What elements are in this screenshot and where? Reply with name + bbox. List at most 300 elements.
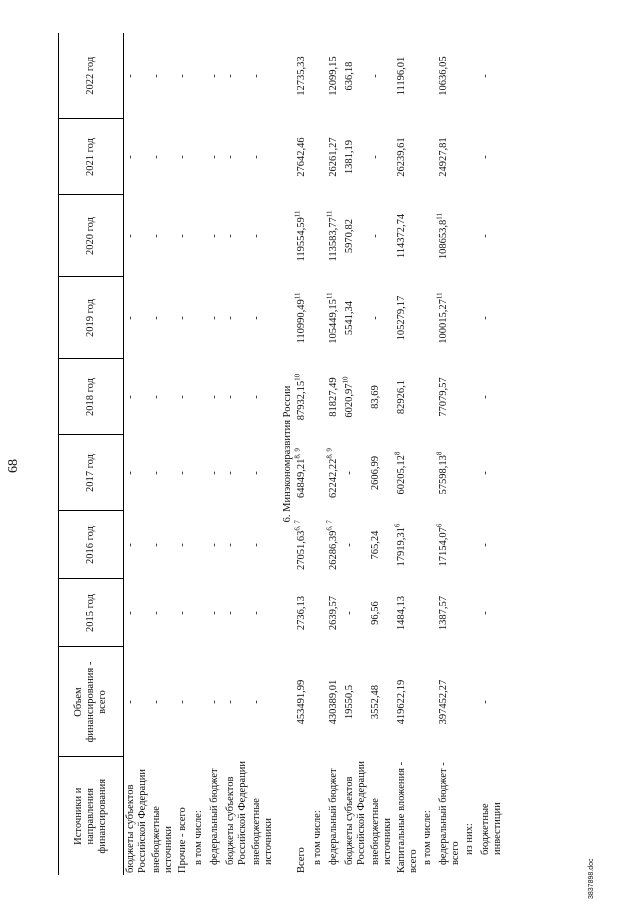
cell-value [124, 195, 151, 277]
cell-value [176, 33, 192, 119]
cell-value [208, 359, 224, 435]
cell-value [421, 195, 437, 277]
cell-value [311, 33, 327, 119]
value-text: - [480, 611, 491, 615]
cell-value [192, 647, 208, 757]
value-text: 96,56 [370, 601, 381, 625]
cell-value [250, 511, 276, 579]
value-text: 2639,57 [328, 595, 339, 631]
table-row [479, 33, 505, 875]
financing-table [58, 33, 505, 875]
cell-value [176, 579, 192, 647]
cell-value [295, 435, 311, 511]
cell-value [150, 119, 176, 195]
value-text: - [480, 74, 491, 78]
cell-value [343, 277, 369, 359]
cell-value [395, 195, 421, 277]
page-number: 68 [6, 459, 21, 473]
value-text: 57598,13 [438, 455, 449, 495]
cell-value [224, 277, 250, 359]
value-text: 110990,49 [296, 299, 307, 344]
footnote-ref: 6, 7 [293, 520, 302, 531]
value-text: - [151, 471, 162, 475]
cell-value [479, 359, 505, 435]
value-text: - [209, 74, 220, 78]
cell-value [327, 579, 343, 647]
cell-value [327, 277, 343, 359]
cell-value [463, 359, 479, 435]
cell-value [311, 435, 327, 511]
value-text: - [209, 611, 220, 615]
cell-value [192, 359, 208, 435]
value-text: - [225, 74, 236, 78]
cell-value [124, 119, 151, 195]
cell-value [250, 277, 276, 359]
cell-value [395, 359, 421, 435]
value-text: - [209, 543, 220, 547]
value-text: - [251, 611, 262, 615]
value-text: - [225, 155, 236, 159]
value-text: - [344, 543, 355, 547]
value-text: - [151, 611, 162, 615]
table-row [437, 33, 463, 875]
value-text: - [370, 316, 381, 320]
cell-value [421, 359, 437, 435]
cell-value [124, 579, 151, 647]
value-text: - [125, 234, 136, 238]
cell-value [479, 277, 505, 359]
cell-value [250, 579, 276, 647]
cell-value [479, 435, 505, 511]
value-text: 11196,01 [396, 56, 407, 96]
cell-value [479, 579, 505, 647]
table-row [150, 33, 176, 875]
value-text: 105279,17 [396, 295, 407, 341]
cell-value [150, 33, 176, 119]
cell-value [311, 195, 327, 277]
cell-value [343, 579, 369, 647]
cell-value [150, 579, 176, 647]
cell-value [479, 33, 505, 119]
table-row [208, 33, 224, 875]
cell-value [437, 119, 463, 195]
value-text: - [251, 74, 262, 78]
header-year: 2018 год [59, 359, 124, 435]
cell-value [150, 647, 176, 757]
row-label: Всего [296, 847, 307, 873]
value-text: 10636,05 [438, 56, 449, 96]
value-text: 12099,15 [328, 56, 339, 96]
cell-value [311, 119, 327, 195]
footnote-ref: 11 [293, 210, 302, 218]
cell-value [295, 359, 311, 435]
cell-value [327, 511, 343, 579]
table-header-row [59, 33, 124, 875]
cell-value [176, 359, 192, 435]
cell-value [421, 119, 437, 195]
cell-value [463, 195, 479, 277]
cell-value [208, 435, 224, 511]
value-text: 64849,21 [296, 458, 307, 498]
value-text: 100015,27 [438, 299, 449, 344]
value-text: - [209, 700, 220, 704]
value-text: - [251, 543, 262, 547]
value-text: - [480, 316, 491, 320]
cell-value [369, 435, 395, 511]
table-row [327, 33, 343, 875]
value-text: - [177, 395, 188, 399]
cell-value [479, 647, 505, 757]
cell-value [437, 195, 463, 277]
cell-value [343, 359, 369, 435]
value-text: - [177, 316, 188, 320]
footnote-ref: 8 [393, 451, 402, 456]
value-text: - [480, 543, 491, 547]
row-label: внебюджетные источники [251, 798, 274, 865]
cell-value [395, 435, 421, 511]
row-label: в том числе: [422, 810, 433, 865]
value-text: 1387,57 [438, 595, 449, 631]
value-text: 108653,8 [438, 219, 449, 260]
footnote-ref: 11 [293, 292, 302, 300]
cell-value [250, 647, 276, 757]
cell-value [369, 511, 395, 579]
cell-value [250, 119, 276, 195]
value-text: - [177, 234, 188, 238]
value-text: 26261,27 [328, 137, 339, 177]
cell-value [369, 647, 395, 757]
cell-value [124, 511, 151, 579]
value-text: 82926,1 [396, 379, 407, 415]
cell-value [343, 119, 369, 195]
value-text: - [177, 471, 188, 475]
cell-value [343, 647, 369, 757]
value-text: 1484,13 [396, 595, 407, 631]
value-text: - [225, 543, 236, 547]
section-row [276, 33, 295, 875]
row-label: в том числе: [312, 810, 323, 865]
cell-value [437, 511, 463, 579]
row-label: федеральный бюджет [209, 768, 220, 865]
cell-value [369, 359, 395, 435]
footnote-ref: 8 [435, 451, 444, 456]
value-text: 26286,39 [328, 530, 339, 570]
value-text: - [177, 155, 188, 159]
cell-value [327, 195, 343, 277]
cell-value [343, 511, 369, 579]
cell-value [437, 647, 463, 757]
cell-value [208, 119, 224, 195]
cell-value [250, 435, 276, 511]
value-text: - [177, 611, 188, 615]
cell-value [463, 579, 479, 647]
value-text: - [125, 155, 136, 159]
cell-value [327, 435, 343, 511]
footer-code: 3837898.doc [588, 858, 595, 899]
value-text: - [125, 316, 136, 320]
cell-value [369, 579, 395, 647]
value-text: - [125, 74, 136, 78]
value-text: - [225, 471, 236, 475]
value-text: - [125, 543, 136, 547]
table-row [395, 33, 421, 875]
cell-value [395, 33, 421, 119]
table-row [250, 33, 276, 875]
cell-value [421, 33, 437, 119]
footnote-ref: 11 [325, 292, 334, 300]
value-text: - [151, 155, 162, 159]
footnote-ref: 11 [435, 212, 444, 220]
cell-value [224, 359, 250, 435]
value-text: 113583,77 [328, 217, 339, 262]
cell-value [311, 579, 327, 647]
value-text: 3552,48 [370, 684, 381, 720]
cell-value [192, 277, 208, 359]
cell-value [395, 511, 421, 579]
value-text: - [209, 155, 220, 159]
cell-value [250, 359, 276, 435]
row-label: из них: [464, 823, 475, 855]
cell-value [192, 511, 208, 579]
cell-value [176, 647, 192, 757]
footnote-ref: 6, 7 [325, 520, 334, 531]
value-text: 419622,19 [396, 679, 407, 725]
cell-value [479, 195, 505, 277]
value-text: - [209, 395, 220, 399]
cell-value [395, 277, 421, 359]
cell-value [463, 277, 479, 359]
value-text: 17919,31 [396, 527, 407, 567]
cell-value [295, 33, 311, 119]
value-text: - [225, 316, 236, 320]
row-label: в том числе: [193, 810, 204, 865]
table-row [224, 33, 250, 875]
value-text: 87932,15 [296, 380, 307, 421]
value-text: - [151, 234, 162, 238]
cell-value [463, 119, 479, 195]
cell-value [250, 33, 276, 119]
value-text: - [125, 395, 136, 399]
value-text: 453491,99 [296, 679, 307, 725]
row-label: внебюджетные источники [370, 798, 393, 865]
cell-value [479, 511, 505, 579]
value-text: 81827,49 [328, 377, 339, 417]
cell-value [208, 33, 224, 119]
row-label: федеральный бюджет - всего [438, 762, 461, 865]
cell-value [124, 647, 151, 757]
cell-value [295, 195, 311, 277]
cell-value [437, 359, 463, 435]
value-text: 83,69 [370, 385, 381, 409]
table-row [463, 33, 479, 875]
cell-value [176, 435, 192, 511]
cell-value [421, 277, 437, 359]
cell-value [192, 195, 208, 277]
table-body-bottom [295, 33, 505, 875]
cell-value [295, 647, 311, 757]
value-text: 5970,82 [344, 218, 355, 254]
row-label: бюджетные инвестиции [480, 802, 503, 855]
cell-value [224, 647, 250, 757]
value-text: - [251, 471, 262, 475]
value-text: - [344, 611, 355, 615]
cell-value [208, 277, 224, 359]
cell-value [224, 119, 250, 195]
value-text: - [225, 395, 236, 399]
header-year: 2015 год [59, 579, 124, 647]
cell-value [437, 435, 463, 511]
value-text: 636,18 [344, 61, 355, 91]
cell-value [369, 33, 395, 119]
table-row [192, 33, 208, 875]
value-text: - [344, 471, 355, 475]
cell-value [224, 511, 250, 579]
row-label: бюджеты субъектов Российской Федерации [125, 769, 148, 873]
cell-value [295, 511, 311, 579]
value-text: - [225, 611, 236, 615]
value-text: 2736,13 [296, 595, 307, 631]
cell-value [224, 195, 250, 277]
value-text: 27642,46 [296, 137, 307, 177]
footnote-ref: 10 [341, 376, 350, 384]
footnote-ref: 8, 9 [293, 448, 302, 459]
cell-value [437, 579, 463, 647]
value-text: 119554,59 [296, 217, 307, 262]
value-text: - [251, 700, 262, 704]
value-text: 5541,34 [344, 300, 355, 336]
cell-value [421, 511, 437, 579]
footnote-ref: 8, 9 [325, 448, 334, 459]
value-text: - [251, 234, 262, 238]
cell-value [295, 277, 311, 359]
cell-value [208, 511, 224, 579]
cell-value [343, 435, 369, 511]
cell-value [295, 579, 311, 647]
row-label: федеральный бюджет [328, 768, 339, 865]
section-title: 6. Минэкономразвития России [282, 385, 293, 523]
cell-value [192, 33, 208, 119]
cell-value [437, 33, 463, 119]
header-year: 2022 год [59, 33, 124, 119]
cell-value [150, 195, 176, 277]
cell-value [192, 119, 208, 195]
cell-value [208, 195, 224, 277]
value-text: - [480, 471, 491, 475]
footnote-ref: 11 [435, 292, 444, 300]
cell-value [463, 33, 479, 119]
value-text: 77079,57 [438, 377, 449, 417]
cell-value [176, 119, 192, 195]
value-text: 6020,97 [344, 383, 355, 418]
cell-value [395, 119, 421, 195]
header-year: 2016 год [59, 511, 124, 579]
cell-value [437, 277, 463, 359]
value-text: 2606,99 [370, 455, 381, 491]
cell-value [479, 119, 505, 195]
value-text: - [225, 700, 236, 704]
cell-value [224, 33, 250, 119]
cell-value [224, 579, 250, 647]
cell-value [311, 359, 327, 435]
value-text: - [370, 234, 381, 238]
cell-value [150, 511, 176, 579]
value-text: 24927,81 [438, 137, 449, 177]
cell-value [343, 33, 369, 119]
value-text: 26239,61 [396, 137, 407, 177]
value-text: 105449,15 [328, 299, 339, 344]
value-text: - [209, 316, 220, 320]
value-text: - [480, 234, 491, 238]
value-text: - [125, 611, 136, 615]
cell-value [124, 277, 151, 359]
cell-value [192, 579, 208, 647]
cell-value [176, 277, 192, 359]
cell-value [176, 195, 192, 277]
row-label: внебюджетные источники [151, 806, 174, 873]
footnote-ref: 6 [393, 523, 402, 528]
cell-value [369, 195, 395, 277]
value-text: 17154,07 [438, 527, 449, 567]
cell-value [150, 359, 176, 435]
value-text: - [151, 543, 162, 547]
value-text: 1381,19 [344, 139, 355, 175]
value-text: 19550,5 [344, 684, 355, 720]
cell-value [395, 579, 421, 647]
value-text: 60205,12 [396, 455, 407, 495]
cell-value [395, 647, 421, 757]
cell-value [463, 435, 479, 511]
value-text: - [370, 74, 381, 78]
cell-value [327, 359, 343, 435]
value-text: 397452,27 [438, 679, 449, 725]
value-text: - [177, 700, 188, 704]
cell-value [208, 579, 224, 647]
cell-value [327, 33, 343, 119]
value-text: 62242,22 [328, 458, 339, 498]
value-text: - [151, 700, 162, 704]
header-year: 2021 год [59, 119, 124, 195]
cell-value [311, 647, 327, 757]
value-text: - [251, 155, 262, 159]
header-source: Источники и направления финансирования [59, 757, 124, 875]
value-text: - [177, 74, 188, 78]
cell-value [124, 359, 151, 435]
value-text: - [177, 543, 188, 547]
cell-value [421, 579, 437, 647]
row-label: Капитальные вложения - всего [396, 761, 419, 873]
table-row [369, 33, 395, 875]
cell-value [176, 511, 192, 579]
value-text: - [209, 471, 220, 475]
header-year: 2017 год [59, 435, 124, 511]
table-row [124, 33, 151, 875]
cell-value [250, 195, 276, 277]
cell-value [421, 435, 437, 511]
value-text: - [251, 395, 262, 399]
cell-value [463, 511, 479, 579]
footnote-ref: 6 [435, 523, 444, 528]
value-text: - [125, 700, 136, 704]
value-text: - [151, 74, 162, 78]
value-text: - [370, 155, 381, 159]
cell-value [327, 647, 343, 757]
row-label: бюджеты субъектов Российской Федерации [225, 761, 248, 865]
cell-value [421, 647, 437, 757]
cell-value [124, 33, 151, 119]
value-text: 27051,63 [296, 530, 307, 570]
table-body-top [124, 33, 277, 875]
cell-value [224, 435, 250, 511]
